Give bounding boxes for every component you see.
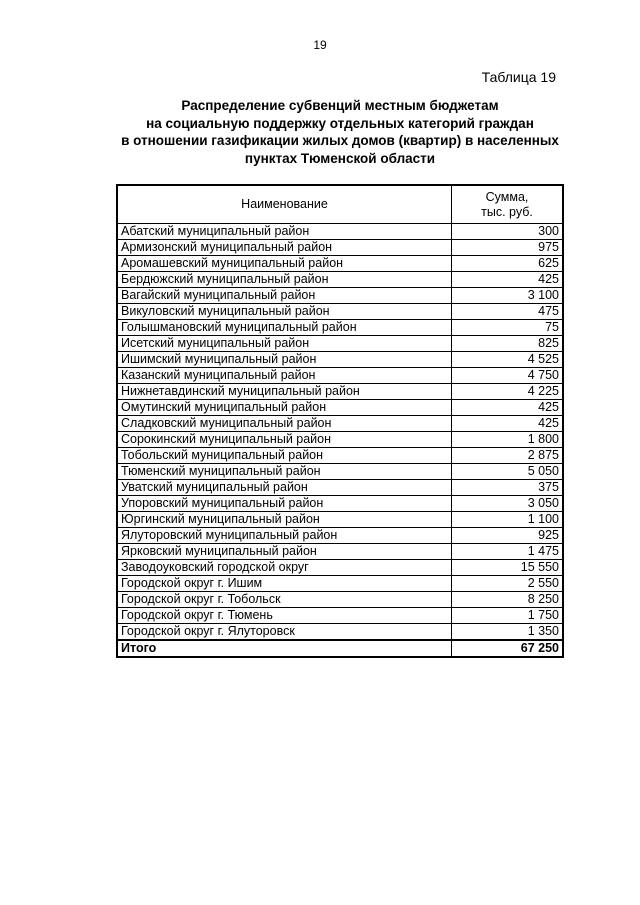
row-name: Ярковский муниципальный район: [117, 544, 452, 560]
row-sum: 75: [452, 320, 564, 336]
total-row: [117, 640, 563, 657]
row-sum: 3 100: [452, 288, 564, 304]
table-row: [117, 320, 563, 336]
title-line: в отношении газификации жилых домов (квартир) в населенных: [121, 133, 559, 148]
row-sum: 425: [452, 272, 564, 288]
row-sum: 15 550: [452, 560, 564, 576]
row-name: Омутинский муниципальный район: [117, 400, 452, 416]
table-row: [117, 304, 563, 320]
row-name: Сорокинский муниципальный район: [117, 432, 452, 448]
row-name: Вагайский муниципальный район: [117, 288, 452, 304]
row-sum: 5 050: [452, 464, 564, 480]
row-name: Ишимский муниципальный район: [117, 352, 452, 368]
table-row: [117, 240, 563, 256]
table-row: [117, 384, 563, 400]
document-title: [120, 97, 560, 167]
row-name: Сладковский муниципальный район: [117, 416, 452, 432]
row-sum: 825: [452, 336, 564, 352]
row-name: Заводоуковский городской округ: [117, 560, 452, 576]
table-row: [117, 256, 563, 272]
header-name: Наименование: [117, 185, 452, 224]
row-sum: 1 350: [452, 624, 564, 641]
row-name: Аромашевский муниципальный район: [117, 256, 452, 272]
row-sum: 925: [452, 528, 564, 544]
row-name: Уватский муниципальный район: [117, 480, 452, 496]
table-row: [117, 448, 563, 464]
title-line: Распределение субвенций местным бюджетам: [181, 98, 499, 113]
table-row: [117, 288, 563, 304]
table-row: [117, 224, 563, 240]
row-sum: 975: [452, 240, 564, 256]
title-line: на социальную поддержку отдельных категорий граждан: [146, 115, 534, 131]
row-sum: 475: [452, 304, 564, 320]
row-sum: 1 750: [452, 608, 564, 624]
table-row: [117, 400, 563, 416]
table-row: [117, 592, 563, 608]
subvention-table: [116, 184, 564, 658]
row-name: Юргинский муниципальный район: [117, 512, 452, 528]
row-sum: 425: [452, 400, 564, 416]
table-row: [117, 496, 563, 512]
row-name: Тюменский муниципальный район: [117, 464, 452, 480]
table-row: [117, 464, 563, 480]
header-sum-line1: Сумма,: [485, 189, 529, 204]
row-name: Исетский муниципальный район: [117, 336, 452, 352]
row-name: Армизонский муниципальный район: [117, 240, 452, 256]
table-row: [117, 608, 563, 624]
table-row: [117, 432, 563, 448]
title-line: пунктах Тюменской области: [244, 150, 436, 166]
row-sum: 1 475: [452, 544, 564, 560]
row-sum: 4 750: [452, 368, 564, 384]
table-row: [117, 544, 563, 560]
row-name: Городской округ г. Тюмень: [117, 608, 452, 624]
table-header-row: [117, 185, 563, 224]
table-row: [117, 624, 563, 641]
table-label: Таблица 19: [481, 69, 556, 85]
table-row: [117, 416, 563, 432]
row-sum: 8 250: [452, 592, 564, 608]
table-row: [117, 576, 563, 592]
header-sum-line2: тыс. руб.: [481, 204, 533, 219]
row-sum: 2 875: [452, 448, 564, 464]
row-sum: 3 050: [452, 496, 564, 512]
row-name: Викуловский муниципальный район: [117, 304, 452, 320]
table-row: [117, 336, 563, 352]
row-sum: 300: [452, 224, 564, 240]
table-row: [117, 560, 563, 576]
table-row: [117, 512, 563, 528]
table-row: [117, 368, 563, 384]
row-name: Упоровский муниципальный район: [117, 496, 452, 512]
row-name: Голышмановский муниципальный район: [117, 320, 452, 336]
page-number: 19: [313, 38, 327, 52]
table-row: [117, 480, 563, 496]
row-name: Бердюжский муниципальный район: [117, 272, 452, 288]
row-sum: 625: [452, 256, 564, 272]
row-sum: 4 525: [452, 352, 564, 368]
row-sum: 425: [452, 416, 564, 432]
table-row: [117, 528, 563, 544]
table-row: [117, 352, 563, 368]
header-sum: [452, 185, 564, 224]
total-sum: 67 250: [452, 640, 564, 657]
row-sum: 2 550: [452, 576, 564, 592]
row-name: Тобольский муниципальный район: [117, 448, 452, 464]
row-sum: 4 225: [452, 384, 564, 400]
row-name: Ялуторовский муниципальный район: [117, 528, 452, 544]
total-label: Итого: [117, 640, 452, 657]
row-sum: 375: [452, 480, 564, 496]
row-sum: 1 100: [452, 512, 564, 528]
row-sum: 1 800: [452, 432, 564, 448]
row-name: Абатский муниципальный район: [117, 224, 452, 240]
row-name: Городской округ г. Ишим: [117, 576, 452, 592]
table-row: [117, 272, 563, 288]
row-name: Казанский муниципальный район: [117, 368, 452, 384]
row-name: Нижнетавдинский муниципальный район: [117, 384, 452, 400]
row-name: Городской округ г. Ялуторовск: [117, 624, 452, 641]
row-name: Городской округ г. Тобольск: [117, 592, 452, 608]
